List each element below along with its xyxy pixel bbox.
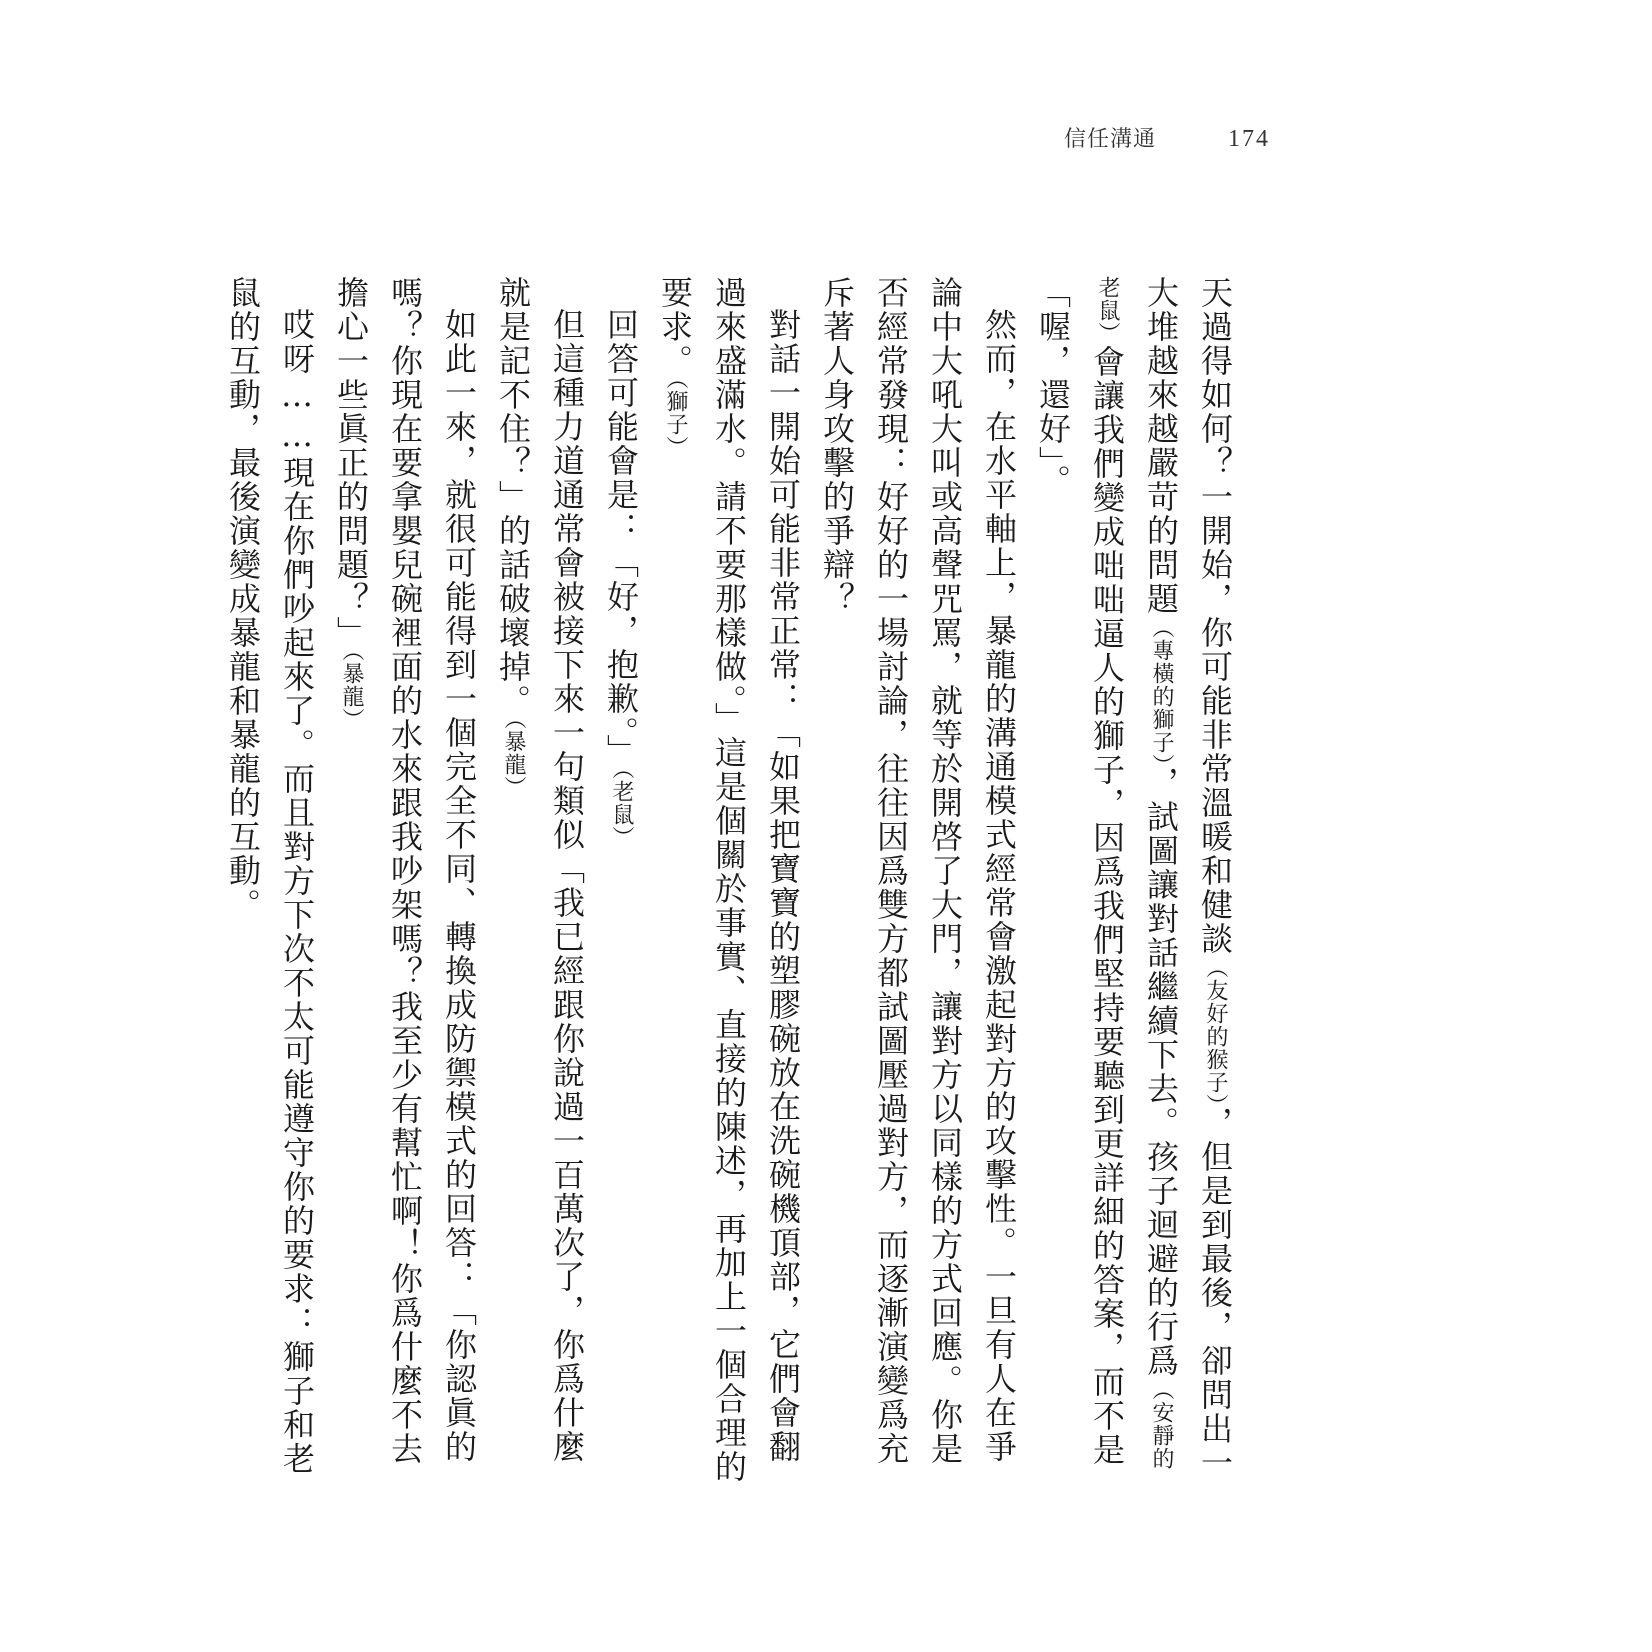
text-segment: ，試圖讓對話繼續下去。孩子迴避的行爲 <box>1142 766 1180 1378</box>
annotation-note: （暴龍） <box>501 718 526 799</box>
text-segment: ，但是到最後，卻問出一大堆越來越嚴苛的問題 <box>1142 276 1234 1480</box>
paragraph <box>486 276 594 1486</box>
annotation-note: （專橫的獅子） <box>1149 616 1174 766</box>
text-segment: 如此一來，就很可能得到一個完全不同、轉換成防禦模式的回答：「你認眞的嗎？你現在要拿嬰兒碗裡面的水來跟我吵架嗎？我至少有幫忙啊！你爲什麼不去擔心一些眞正的問題？」 <box>332 276 478 1466</box>
text-segment: 然而，在水平軸上，暴龍的溝通模式經常會激起對方的攻擊性。一旦有人在爭論中大吼大叫或高聲咒罵，就等於開啓了大門，讓對方以同樣的方式回應。你是否經常發現：好好的一場討論，往往因爲雙方都試圖壓過對方，而逐漸演變爲充斥著人身攻擊的爭辯？ <box>818 276 1018 1466</box>
text-segment: 會讓我們變成咄咄逼人的獅子，因爲我們堅持要聽到更詳細的答案，而不是「喔，還好」。 <box>1034 276 1126 1467</box>
annotation-note: （老鼠） <box>609 768 634 849</box>
body-text <box>216 276 1242 1486</box>
running-header <box>1064 122 1270 153</box>
annotation-note: （友好的猴子） <box>1203 956 1228 1106</box>
annotation-note: （安靜的老鼠） <box>1095 276 1174 1470</box>
paragraph <box>216 276 324 1486</box>
text-segment: 但這種力道通常會被接下來一句類似「我已經跟你說過一百萬次了，你爲什麼就是記不住？」的話破壞掉。 <box>494 276 586 1464</box>
annotation-note: （暴龍） <box>339 650 364 731</box>
text-segment: 哎呀……現在你們吵起來了。而且對方下次不太可能遵守你的要求：獅子和老鼠的互動，最後演變成暴龍和暴龍的互動。 <box>224 276 316 1476</box>
text-segment: 對話一開始可能非常正常：「如果把寶寶的塑膠碗放在洗碗機頂部，它們會翻過來盛滿水。請不要那樣做。」這是個關於事實、直接的陳述，再加上一個合理的要求。 <box>656 276 802 1484</box>
paragraph <box>594 276 648 1486</box>
paragraph <box>324 276 486 1486</box>
paragraph <box>810 276 1026 1486</box>
paragraph <box>648 276 810 1486</box>
annotation-note: （獅子） <box>663 378 688 459</box>
text-segment: 回答可能會是：「好，抱歉。」 <box>602 308 640 768</box>
chapter-title: 信任溝通 <box>1063 127 1156 152</box>
paragraph <box>1026 276 1242 1486</box>
text-segment: 天過得如何？一開始，你可能非常溫暖和健談 <box>1196 276 1234 956</box>
page-number: 174 <box>1228 126 1270 152</box>
